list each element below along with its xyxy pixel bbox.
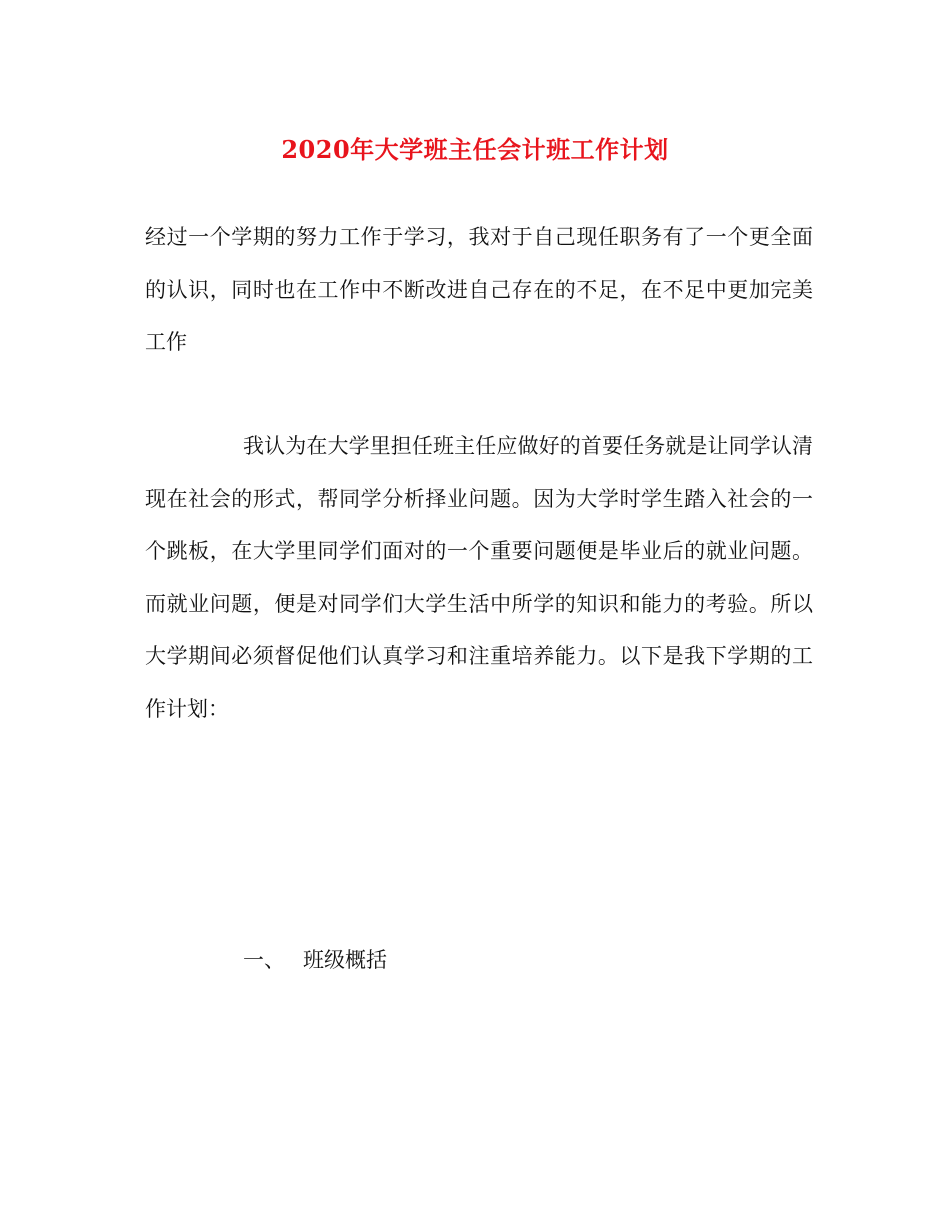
paragraph-intro: 经过一个学期的努力工作于学习，我对于自己现任职务有了一个更全面的认识，同时也在工作中不断改进自己存在的不足，在不足中更加完美工作	[145, 225, 813, 354]
section-heading	[243, 940, 387, 980]
document-title: 2020年大学班主任会计班工作计划	[281, 135, 669, 164]
section-title: 班级概括	[303, 948, 387, 972]
section-number: 一、	[243, 948, 285, 972]
paragraph-plan: 我认为在大学里担任班主任应做好的首要任务就是让同学认清现在社会的形式，帮同学分析择业问题。因为大学时学生踏入社会的一个跳板，在大学里同学们面对的一个重要问题便是毕业后的就业问题。而就业问题，便是对同学们大学生活中所学的知识和能力的考验。所以大学期间必须督促他们认真学习和注重培养能力。以下是我下学期的工作计划：	[145, 434, 813, 721]
